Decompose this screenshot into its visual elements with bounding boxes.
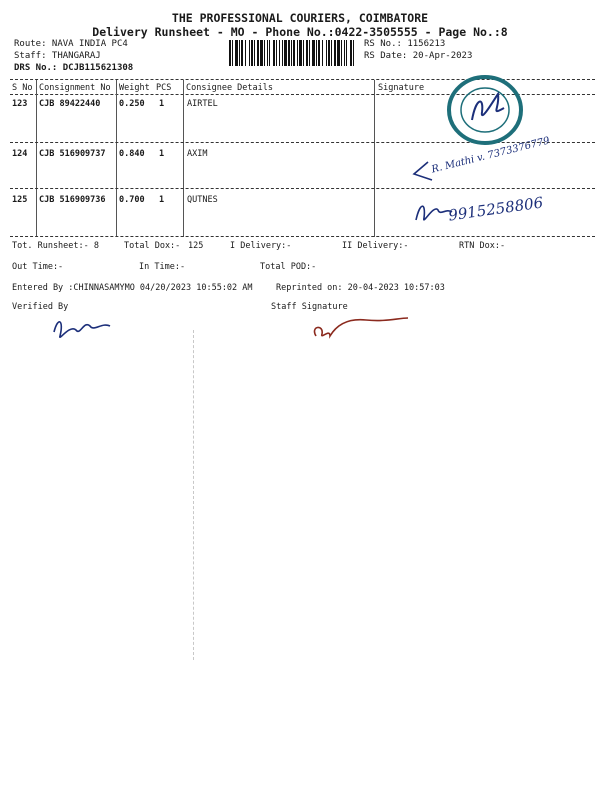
rtn-dox-label: RTN Dox:- (459, 241, 506, 251)
page-title: THE PROFESSIONAL COURIERS, COIMBATORE (171, 11, 429, 25)
total-dox-value: 125 (188, 241, 204, 251)
row-consignee: QUTNES (187, 195, 218, 205)
barcode-bar (326, 40, 327, 66)
row-consignment: CJB 516909736 (39, 195, 106, 205)
row-sno: 124 (12, 149, 28, 159)
staff-signature-label: Staff Signature (271, 302, 348, 312)
row-consignee: AXIM (187, 149, 208, 159)
reprinted-on: Reprinted on: 20-04-2023 10:57:03 (276, 283, 445, 293)
row-pcs: 1 (159, 195, 165, 205)
barcode-bar (264, 40, 265, 66)
barcode-bar (288, 40, 290, 66)
in-time-label: In Time:- (139, 262, 186, 272)
barcode-bar (254, 40, 255, 66)
barcode-bar (229, 40, 231, 66)
col-divider-2 (116, 80, 117, 237)
row-consignee: AIRTEL (187, 99, 218, 109)
row-weight: 0.250 (119, 99, 145, 109)
barcode-bar (309, 40, 310, 66)
col-header-signature: Signature (378, 83, 425, 93)
barcode-bar (341, 40, 342, 66)
row-pcs: 1 (159, 149, 165, 159)
verified-by-label: Verified By (12, 302, 69, 312)
col-divider-1 (36, 80, 37, 237)
row-consignment: CJB 89422440 (39, 99, 101, 109)
barcode-bar (267, 40, 268, 66)
drs-number: DRS No.: DCJB115621308 (14, 63, 134, 73)
barcode-bar (322, 40, 323, 66)
barcode-bar (273, 40, 275, 66)
rs-date: RS Date: 20-Apr-2023 (364, 51, 473, 61)
barcode-bar (297, 40, 298, 66)
barcode-bar (328, 40, 330, 66)
handwritten-signature-row-2: R. Mathi v. 7373376779 (430, 135, 551, 176)
barcode-bar (284, 40, 287, 66)
row-consignment: CJB 516909737 (39, 149, 106, 159)
barcode-bar (282, 40, 283, 66)
barcode-bar (260, 40, 263, 66)
barcode-bar (235, 40, 238, 66)
col-header-pcs: PCS (156, 83, 172, 93)
handwritten-initials-row-3 (410, 198, 456, 228)
barcode-bar (269, 40, 270, 66)
out-time-label: Out Time:- (12, 262, 64, 272)
col-header-consignment: Consignment No (39, 83, 111, 93)
staff-label: Staff: THANGARAJ (14, 51, 101, 61)
col-header-weight: Weight (119, 83, 150, 93)
row-pcs: 1 (159, 99, 165, 109)
barcode-bar (303, 40, 304, 66)
barcode-bar (276, 40, 277, 66)
total-pod-label: Total POD:- (260, 262, 317, 272)
table-bottom-rule (10, 236, 595, 237)
barcode-bar (337, 40, 340, 66)
row-weight: 0.840 (119, 149, 145, 159)
delivery-stamp (440, 68, 530, 148)
barcode-bar (279, 40, 280, 66)
barcode-bar (353, 40, 354, 66)
handwritten-signature-row-3: 9915258806 (447, 193, 545, 225)
entered-by: Entered By :CHINNASAMYMO 04/20/2023 10:55:02 AM (12, 283, 253, 293)
barcode-bar (344, 40, 345, 66)
col-header-consignee: Consignee Details (186, 83, 273, 93)
row-separator (10, 188, 595, 189)
barcode-bar (312, 40, 315, 66)
route-label: Route: NAVA INDIA PC4 (14, 39, 128, 49)
total-dox-label: Total Dox:- (124, 241, 181, 251)
barcode-bar (251, 40, 253, 66)
tot-runsheet: Tot. Runsheet:- 8 (12, 241, 99, 251)
barcode-bar (346, 40, 347, 66)
barcode-bar (245, 40, 246, 66)
barcode-bar (293, 40, 295, 66)
barcode-bar (291, 40, 292, 66)
barcode-bar (232, 40, 233, 66)
page-subtitle: Delivery Runsheet - MO - Phone No.:0422-3505555 - Page No.:8 (92, 25, 508, 39)
staff-signature-scribble (306, 312, 416, 342)
barcode-bar (334, 40, 336, 66)
barcode-bar (331, 40, 332, 66)
col-divider-3 (183, 80, 184, 237)
ii-delivery-label: II Delivery:- (342, 241, 409, 251)
row-sno: 125 (12, 195, 28, 205)
barcode-bar (318, 40, 320, 66)
row-sno: 123 (12, 99, 28, 109)
col-header-sno: S No (12, 83, 33, 93)
handwritten-mark-row-2 (408, 158, 438, 184)
row-weight: 0.700 (119, 195, 145, 205)
barcode (229, 40, 357, 70)
col-divider-4 (374, 80, 375, 237)
barcode-bar (299, 40, 302, 66)
barcode-bar (257, 40, 259, 66)
barcode-bar (350, 40, 352, 66)
barcode-bar (306, 40, 308, 66)
verifier-signature (48, 312, 118, 346)
scan-fold-line (193, 330, 194, 660)
barcode-bar (249, 40, 250, 66)
barcode-bar (239, 40, 240, 66)
rs-number: RS No.: 1156213 (364, 39, 446, 49)
i-delivery-label: I Delivery:- (230, 241, 292, 251)
barcode-bar (316, 40, 317, 66)
barcode-bar (241, 40, 243, 66)
